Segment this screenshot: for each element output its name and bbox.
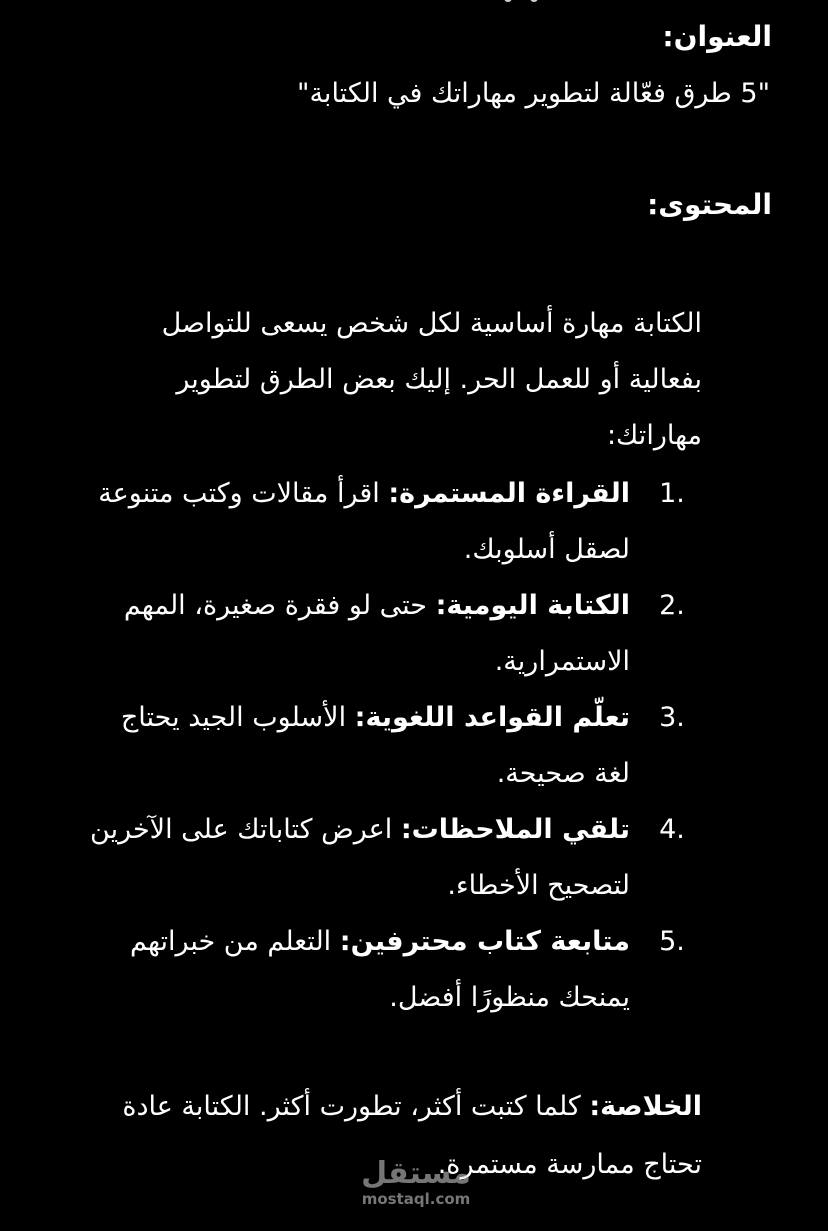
list-item-text: اعرض كتاباتك على الآخرين لتصحيح الأخطاء. <box>90 814 630 901</box>
list-item-text: اقرأ مقالات وكتب متنوعة لصقل أسلوبك. <box>98 478 630 565</box>
list-item-term: تلقي الملاحظات: <box>400 814 630 845</box>
watermark-domain: mostaql.com <box>361 1190 471 1208</box>
list-item-text: الأسلوب الجيد يحتاج لغة صحيحة. <box>120 702 630 789</box>
watermark <box>356 1158 476 1208</box>
list-item <box>90 914 685 1026</box>
summary-term: الخلاصة: <box>589 1091 702 1122</box>
tips-list <box>90 466 685 1026</box>
list-item-number: 3. <box>659 702 685 733</box>
summary-text: كلما كتبت أكثر، تطورت أكثر. الكتابة عادة تحتاج ممارسة مستمرة. <box>122 1091 702 1180</box>
list-item-text: حتى لو فقرة صغيرة، المهم الاستمرارية. <box>123 590 630 677</box>
list-item <box>90 578 685 690</box>
list-item-term: تعلّم القواعد اللغوية: <box>354 702 630 733</box>
intro-paragraph: الكتابة مهارة أساسية لكل شخص يسعى للتواصل بفعالية أو للعمل الحر. إليك بعض الطرق لتطوير مهاراتك: <box>161 308 702 451</box>
list-item-term: الكتابة اليومية: <box>435 590 630 621</box>
content-label: المحتوى: <box>647 188 772 221</box>
clipped-text-fragment <box>418 0 538 4</box>
list-item-term: متابعة كتاب محترفين: <box>339 926 630 957</box>
list-item-number: 1. <box>659 478 685 509</box>
list-item <box>90 466 685 578</box>
watermark-logo: مستقل <box>361 1156 471 1191</box>
article-title: "5 طرق فعّالة لتطوير مهاراتك في الكتابة" <box>297 78 770 109</box>
title-label: العنوان: <box>662 20 772 53</box>
list-item <box>90 802 685 914</box>
list-item-number: 2. <box>659 590 685 621</box>
list-item <box>90 690 685 802</box>
list-item-number: 4. <box>659 814 685 845</box>
list-item-term: القراءة المستمرة: <box>388 478 630 509</box>
list-item-text: التعلم من خبراتهم يمنحك منظورًا أفضل. <box>130 926 630 1013</box>
list-item-number: 5. <box>659 926 685 957</box>
